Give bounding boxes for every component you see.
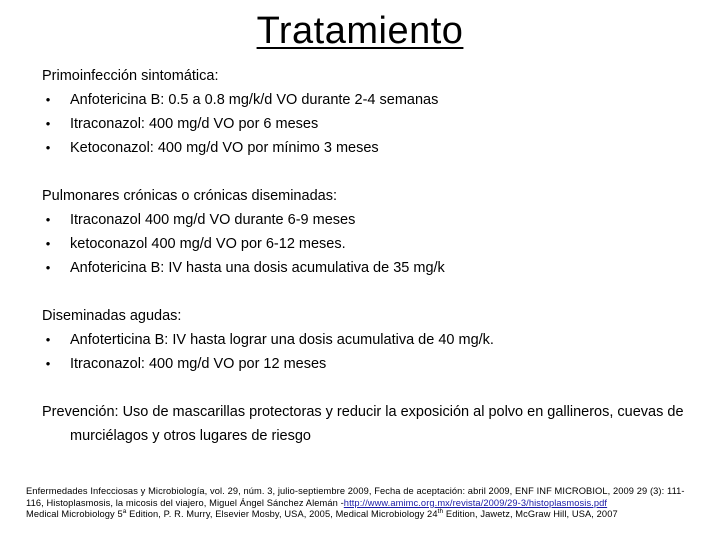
list-item [42, 136, 702, 160]
section-heading: Primoinfección sintomática: [42, 68, 219, 84]
list-item [42, 232, 702, 256]
section-pulmonares [42, 184, 702, 280]
reference-2-part-3: Edition, Jawetz, McGraw Hill, USA, 2007 [443, 509, 618, 519]
list-item [42, 328, 702, 352]
bullet-list [42, 88, 702, 160]
bullet-list [42, 328, 702, 376]
list-item-text: Anfotericina B: IV hasta una dosis acumulativa de 35 mg/k [70, 260, 445, 276]
list-item-text: ketoconazol 400 mg/d VO por 6-12 meses. [70, 236, 346, 252]
list-item [42, 208, 702, 232]
bullet-icon: • [45, 236, 51, 251]
treatment-content [42, 64, 702, 448]
section-primoinfeccion [42, 64, 702, 160]
list-item-text: Anfotericina B: 0.5 a 0.8 mg/k/d VO durante 2-4 semanas [70, 92, 439, 108]
section-heading: Diseminadas agudas: [42, 308, 182, 324]
bullet-icon: • [45, 212, 51, 227]
reference-2-superscript-2: th [437, 507, 444, 515]
list-item [42, 88, 702, 112]
list-item-text: Anfoterticina B: IV hasta lograr una dosis acumulativa de 40 mg/k. [70, 332, 494, 348]
references [26, 486, 702, 521]
bullet-icon: • [45, 260, 51, 275]
list-item [42, 352, 702, 376]
bullet-icon: • [45, 92, 51, 107]
list-item-text: Itraconazol 400 mg/d VO durante 6-9 meses [70, 212, 356, 228]
section-heading: Pulmonares crónicas o crónicas diseminadas: [42, 188, 337, 204]
reference-1 [26, 486, 702, 509]
prevention-label: Prevención: [42, 404, 119, 420]
list-item-text: Itraconazol: 400 mg/d VO por 6 meses [70, 116, 319, 132]
bullet-icon: • [45, 140, 51, 155]
section-diseminadas [42, 304, 702, 376]
list-item-text: Ketoconazol: 400 mg/d VO por mínimo 3 meses [70, 140, 379, 156]
list-item-text: Itraconazol: 400 mg/d VO por 12 meses [70, 356, 327, 372]
bullet-icon: • [45, 332, 51, 347]
bullet-icon: • [45, 116, 51, 131]
list-item [42, 256, 702, 280]
reference-1-text: Enfermedades Infecciosas y Microbiología, vol. 29, núm. 3, julio-septiembre 2009, Fecha de aceptación: abril 2009, ENF INF MICROBIOL, 2009 29 (3): 111-116, Histoplasmosis, la micosis del viajero, Miguel Ángel Sánchez Alemán - [26, 486, 685, 508]
reference-2-part-1: Medical Microbiology 5 [26, 509, 123, 519]
reference-1-link[interactable]: http://www.amimc.org.mx/revista/2009/29-3/histoplasmosis.pdf [343, 497, 608, 508]
bullet-icon: • [45, 356, 51, 371]
page-title: Tratamiento [256, 10, 464, 52]
prevention-text: Uso de mascarillas protectoras y reducir la exposición al polvo en gallineros, cuevas de murciélagos y otros lugares de riesgo [70, 404, 684, 444]
section-prevencion [42, 400, 702, 448]
bullet-list [42, 208, 702, 280]
reference-2-superscript-1: a [122, 507, 127, 515]
reference-2 [26, 509, 702, 521]
reference-2-part-2: Edition, P. R. Murry, Elsevier Mosby, USA, 2005, Medical Microbiology 24 [126, 509, 438, 519]
list-item [42, 112, 702, 136]
